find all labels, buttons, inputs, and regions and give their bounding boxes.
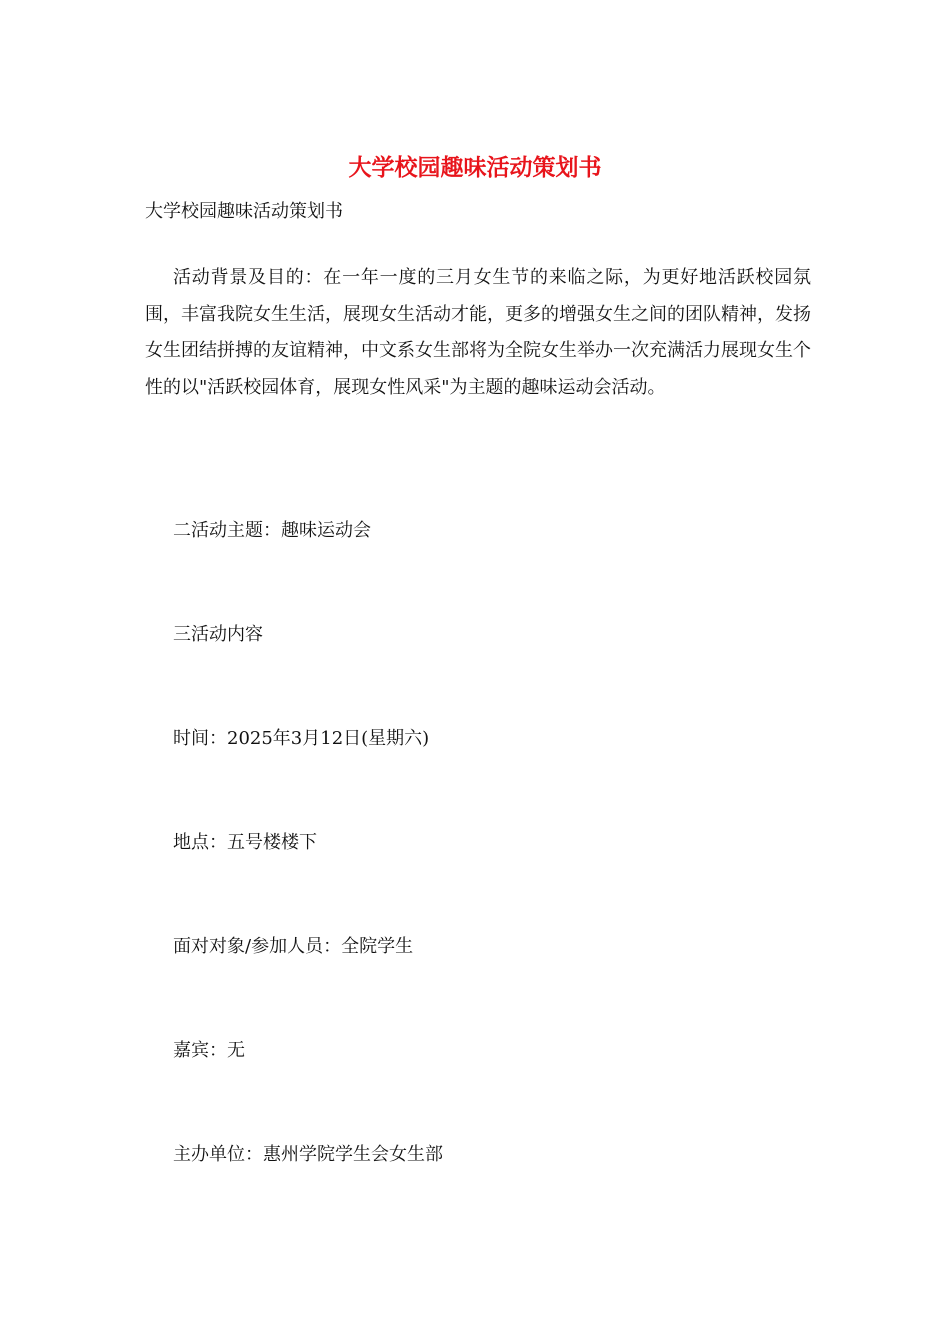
document-subtitle: 大学校园趣味活动策划书 — [145, 201, 343, 222]
activity-organizer: 主办单位：惠州学院学生会女生部 — [173, 1144, 443, 1165]
activity-location: 地点：五号楼楼下 — [173, 832, 317, 853]
background-paragraph: 活动背景及目的：在一年一度的三月女生节的来临之际，为更好地活跃校园氛围，丰富我院女生生活，展现女生活动才能，更多的增强女生之间的团队精神，发扬女生团结拼搏的友谊精神，中文系女生部将为全院女生举办一次充满活力展现女生个性的以"活跃校园体育，展现女性风采"为主题的趣味运动会活动。 — [145, 267, 811, 398]
document-title: 大学校园趣味活动策划书 — [348, 154, 602, 181]
activity-guests: 嘉宾：无 — [173, 1040, 245, 1061]
activity-time: 时间：2025年3月12日(星期六) — [173, 728, 430, 749]
activity-theme: 二活动主题：趣味运动会 — [173, 520, 371, 541]
activity-content-heading: 三活动内容 — [173, 624, 263, 645]
activity-participants: 面对对象/参加人员：全院学生 — [173, 936, 414, 957]
